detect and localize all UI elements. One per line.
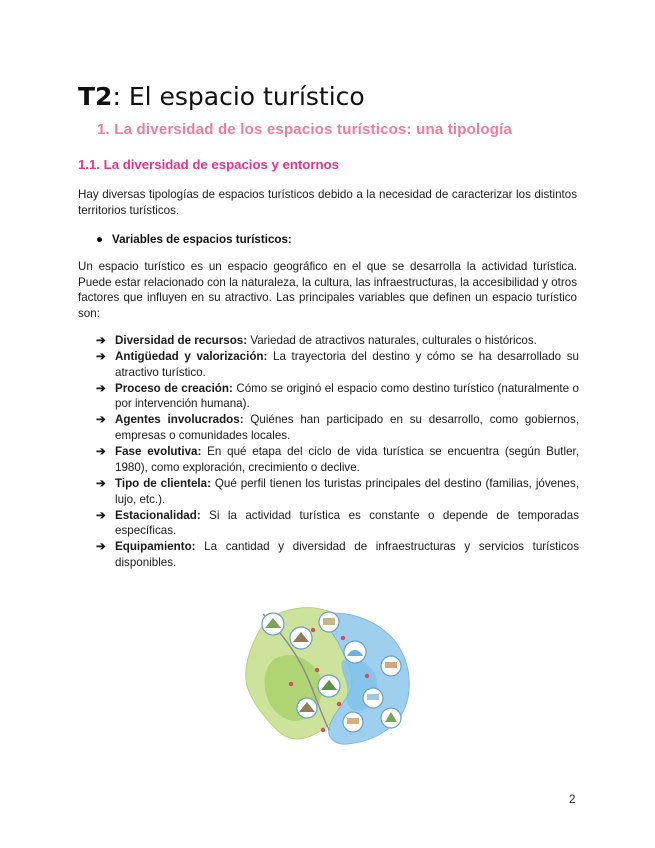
arrow-icon: ➔: [96, 508, 106, 522]
variable-item: [96, 508, 579, 539]
variable-term: Tipo de clientela:: [115, 476, 211, 490]
arrow-icon: ➔: [96, 381, 106, 395]
tourist-map-illustration-icon: [243, 600, 415, 748]
variable-item: [96, 476, 579, 507]
variable-term: Fase evolutiva:: [115, 445, 202, 459]
variable-item: [96, 381, 579, 412]
variable-description: La trayectoria del destino y cómo se ha desarrollado su atractivo turístico.: [115, 350, 579, 379]
variable-item: [96, 333, 579, 349]
page-title: [78, 82, 365, 112]
variable-description: Si la actividad turística es constante o depende de temporadas específicas.: [115, 508, 579, 538]
variable-description: Cómo se originó el espacio como destino turístico (naturalmente o por intervención humana).: [115, 381, 579, 411]
definition-paragraph: Un espacio turístico es un espacio geográfico en el que se desarrolla la actividad turística. Puede estar relacionado con la naturaleza, la cultura, las infraestructuras, la accesibilidad y otros factores que influyen en su atractivo. Las principales variables que definen un espacio turístico son:: [78, 260, 577, 321]
variable-item: [96, 349, 579, 380]
arrow-icon: ➔: [96, 540, 106, 554]
bullet-label: Variables de espacios turísticos:: [112, 233, 292, 246]
bullet-dot-icon: ●: [96, 233, 104, 246]
variable-term: Equipamiento:: [115, 540, 196, 554]
variable-item: [96, 412, 579, 443]
variable-term: Agentes involucrados:: [115, 413, 244, 427]
variable-item: [96, 444, 579, 475]
subsection-heading: 1.1. La diversidad de espacios y entornos: [78, 157, 339, 172]
variable-description: Qué perfil tienen los turistas principales del destino (familias, jóvenes, lujo, etc.).: [115, 476, 579, 506]
page-number: 2: [569, 793, 576, 806]
variable-term: Estacionalidad:: [115, 508, 201, 522]
arrow-icon: ➔: [96, 350, 106, 363]
variable-description: En qué etapa del ciclo de vida turística se encuentra (según Butler, 1980), como exploración, crecimiento o declive.: [115, 445, 579, 474]
arrow-icon: ➔: [96, 413, 106, 427]
variable-term: Diversidad de recursos:: [115, 334, 248, 347]
variable-term: Antigüedad y valorización:: [115, 350, 268, 363]
variable-item: [96, 539, 579, 570]
arrow-icon: ➔: [96, 476, 106, 490]
bullet-item: [96, 232, 292, 248]
variable-term: Proceso de creación:: [115, 381, 233, 395]
intro-paragraph: Hay diversas tipologías de espacios turísticos debido a la necesidad de caracterizar los distintos territorios turísticos.: [78, 188, 577, 217]
variable-description: Variedad de atractivos naturales, culturales o históricos.: [247, 334, 537, 347]
arrow-icon: ➔: [96, 445, 106, 459]
topic-code: T2: [78, 82, 113, 111]
variable-description: Quiénes han participado en su desarrollo, como gobiernos, empresas o comunidades locales.: [115, 413, 579, 443]
variables-list: [96, 333, 579, 571]
variable-description: La cantidad y diversidad de infraestructuras y servicios turísticos disponibles.: [115, 540, 579, 569]
arrow-icon: ➔: [96, 334, 106, 347]
section-heading: 1. La diversidad de los espacios turísticos: una tipología: [97, 121, 513, 138]
topic-title: : El espacio turístico: [112, 82, 365, 111]
